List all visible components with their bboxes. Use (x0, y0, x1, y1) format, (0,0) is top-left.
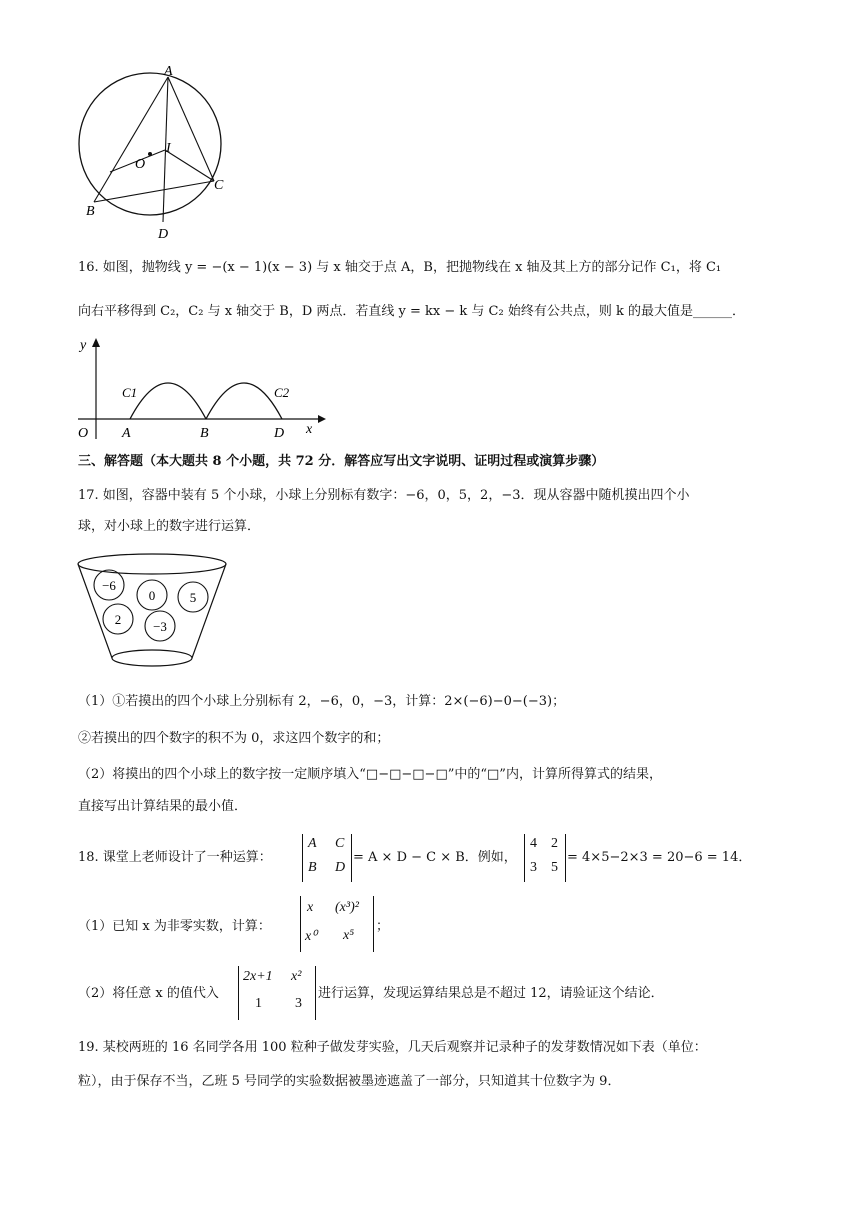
axis-y-label: y (80, 338, 87, 353)
circle-figure (70, 62, 240, 242)
q16-line1: 16. 如图，抛物线 y = −(x − 1)(x − 3) 与 x 轴交于点 A，B，把抛物线在 x 轴及其上方的部分记作 C₁，将 C₁ (78, 260, 722, 275)
origin-label: O (78, 426, 89, 441)
det-part1: x (x³)² x⁰ x⁵ (300, 896, 374, 952)
label-o: O (135, 157, 146, 172)
q17-line2: 球，对小球上的数字进行运算． (78, 519, 261, 534)
point-b-label: B (200, 426, 209, 441)
det-example: 4 2 3 5 (524, 834, 566, 882)
ball-1: −6 (102, 578, 116, 593)
q18-intro-prefix: 18. 课堂上老师设计了一种运算： (78, 850, 272, 865)
q17-part1a: （1）①若摸出的四个小球上分别标有 2，−6，0，−3，计算：2×(−6)−0−(−3)； (78, 694, 566, 709)
q19-line1: 19. 某校两班的 16 名同学各用 100 粒种子做发芽实验，几天后观察并记录种子的发芽数情况如下表（单位： (78, 1040, 707, 1055)
curve-c1-label: C1 (122, 385, 138, 400)
q18-part1-prefix: （1）已知 x 为非零实数，计算： (78, 919, 271, 934)
q18-intro-example: = 4×5−2×3 = 20−6 = 14． (567, 850, 752, 865)
point-d-label: D (274, 426, 285, 441)
q18-part2-prefix: （2）将任意 x 的值代入 (78, 986, 219, 1001)
q18-intro-def: = A × D − C × B．例如， (353, 850, 517, 865)
q17-part2b: 直接写出计算结果的最小值． (78, 799, 248, 814)
label-b: B (86, 204, 95, 219)
parabola-graph (70, 335, 330, 445)
q16-line2: 向右平移得到 C₂，C₂ 与 x 轴交于 B，D 两点．若直线 y = kx − k 与 C₂ 始终有公共点，则 k 的最大值是______． (78, 304, 745, 319)
q17-part1b: ②若摸出的四个数字的积不为 0，求这四个数字的和； (78, 731, 390, 746)
det-definition: A C B D (302, 834, 352, 882)
ball-container (74, 550, 234, 674)
label-a: A (164, 64, 173, 79)
det-part2: 2x+1 x² 1 3 (238, 966, 316, 1020)
q17-line1: 17. 如图，容器中装有 5 个小球，小球上分别标有数字：−6，0，5，2，−3．现从容器中随机摸出四个小 (78, 488, 690, 503)
point-a-label: A (122, 426, 131, 441)
q18-part2-suffix: 进行运算，发现运算结果总是不超过 12，请验证这个结论． (318, 986, 664, 1001)
label-c: C (214, 178, 224, 193)
ball-3: 5 (189, 590, 197, 605)
q17-part2a: （2）将摸出的四个小球上的数字按一定顺序填入“□−□−□−□”中的“□”内，计算所得算式的结果， (78, 767, 662, 782)
q18-part1-suffix: ； (376, 919, 390, 934)
ball-5: −3 (153, 619, 167, 634)
axis-x-label: x (306, 422, 313, 437)
label-i: I (166, 141, 171, 156)
q19-line2: 粒），由于保存不当，乙班 5 号同学的实验数据被墨迹遮盖了一部分，只知道其十位数字为 9． (78, 1074, 621, 1089)
curve-c2-label: C2 (274, 385, 290, 400)
section3-title: 三、解答题（本大题共 8 个小题，共 72 分．解答应写出文字说明、证明过程或演算步骤） (78, 454, 605, 469)
label-d: D (158, 227, 169, 242)
ball-2: 0 (148, 588, 156, 603)
ball-4: 2 (114, 612, 122, 627)
